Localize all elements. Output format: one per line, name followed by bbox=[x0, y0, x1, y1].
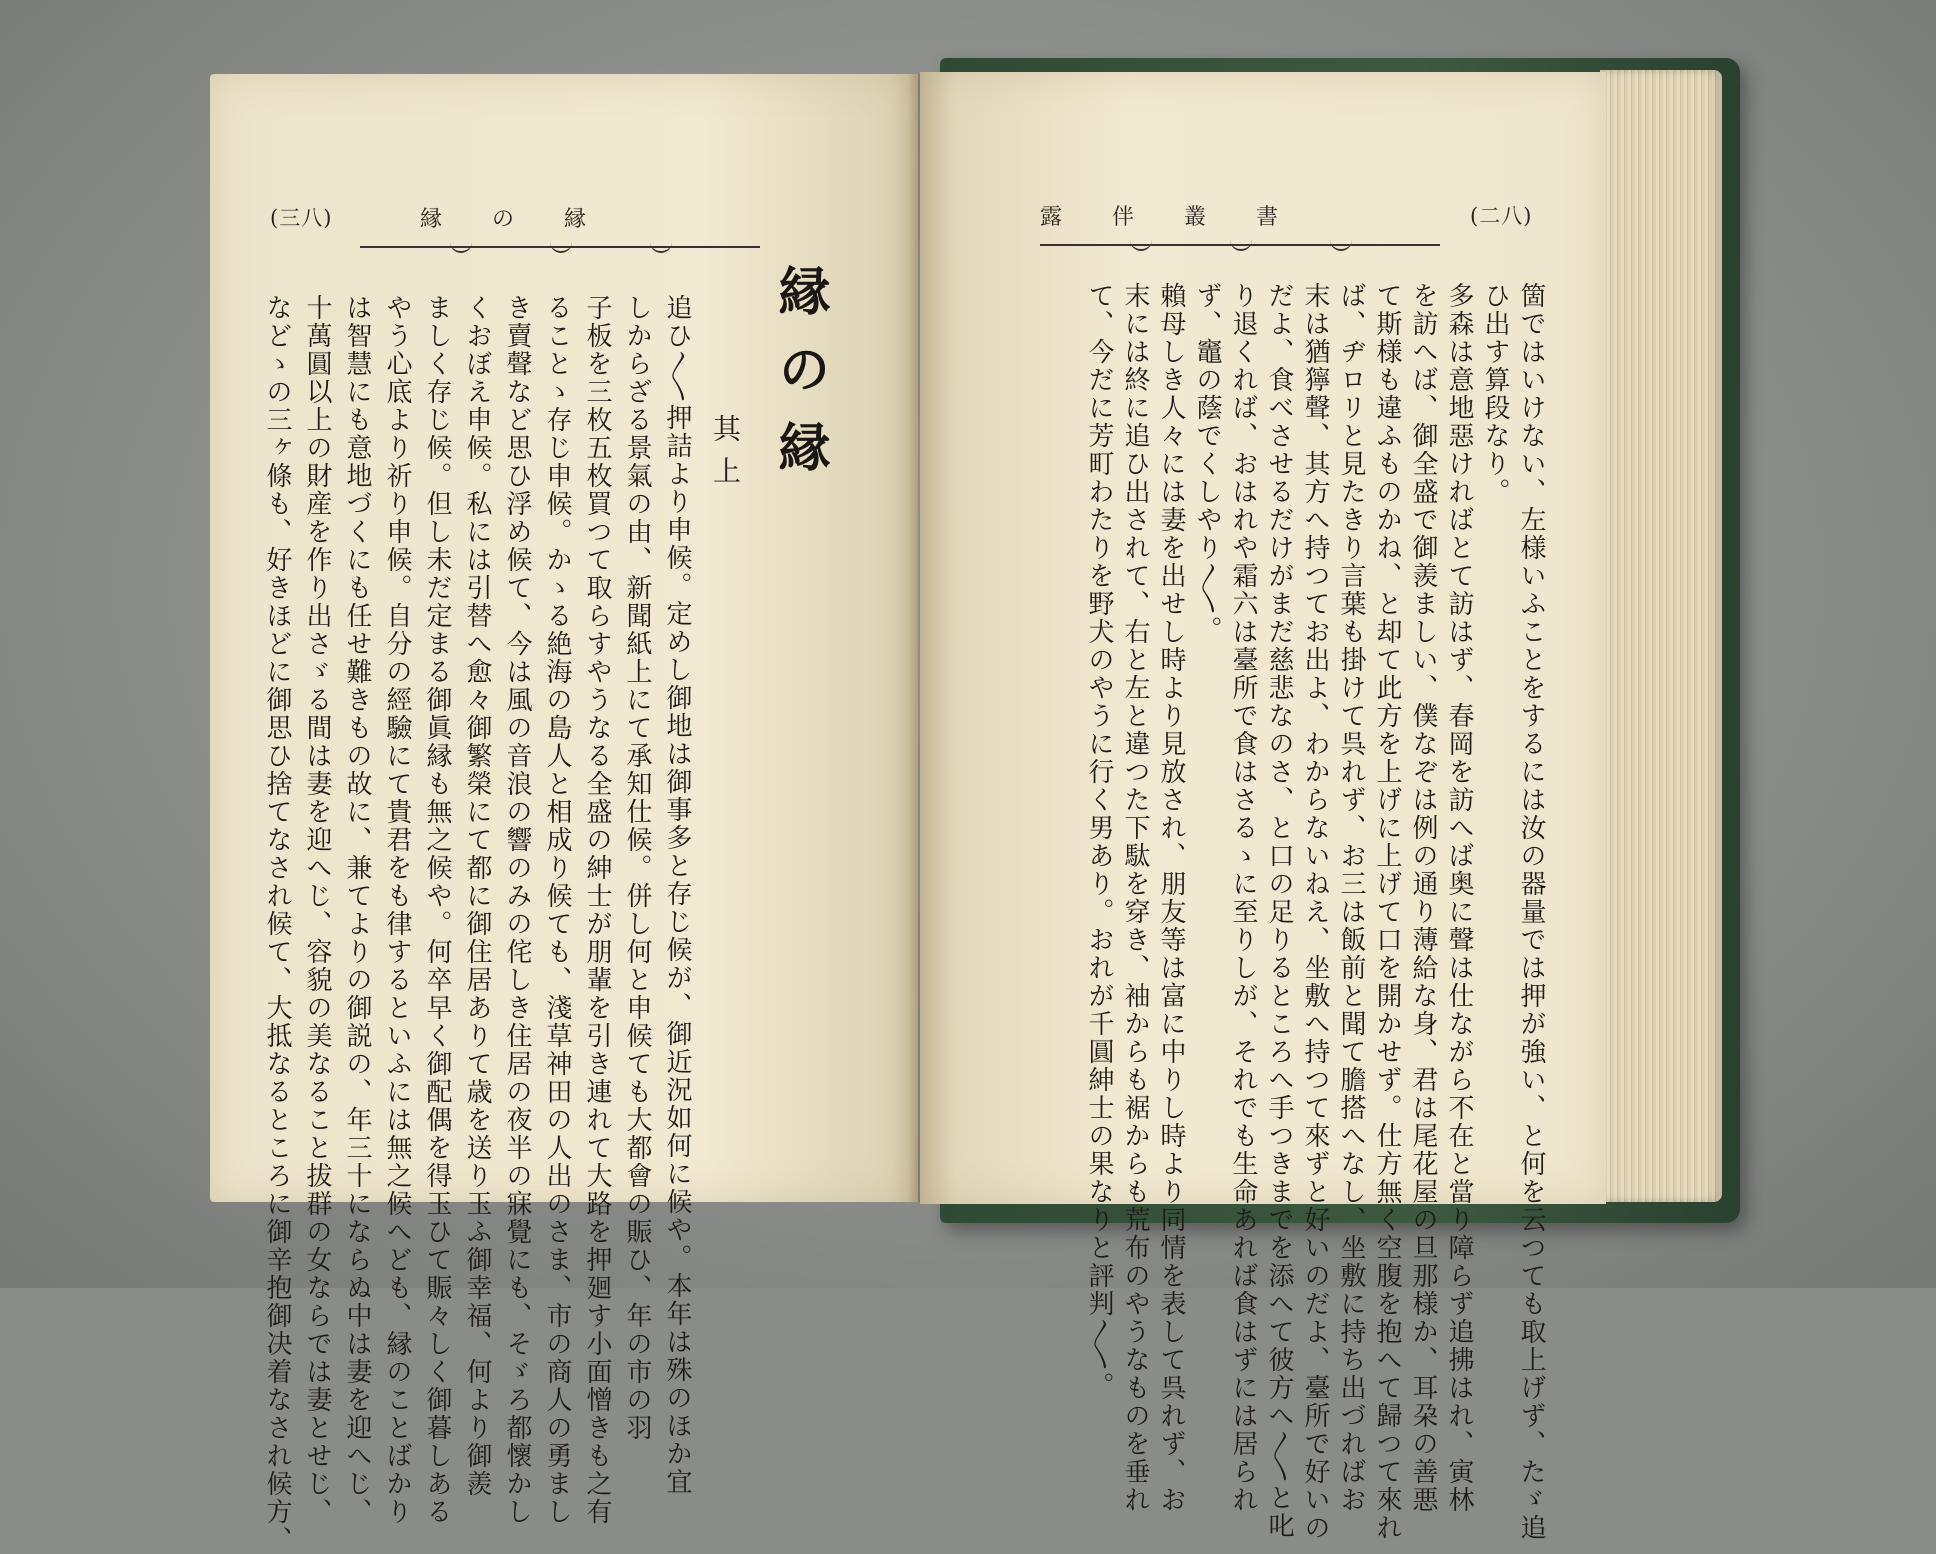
text-column: き賣聲など思ひ浮め候て、今は風の音浪の響のみの侘しき住居の夜半の寐覺にも、そゞろ都懷かし bbox=[502, 294, 532, 1526]
left-header-rule bbox=[360, 246, 760, 248]
text-column: 十萬圓以上の財産を作り出さゞる間は妻を迎へじ、容貌の美なること拔群の女ならでは妻とせじ、 bbox=[302, 294, 332, 1526]
left-page bbox=[210, 74, 918, 1554]
text-column: り退くれば、おはれや霜六は臺所で食はさるゝに至りしが、それでも生命あれば食はずには居られ bbox=[1228, 282, 1258, 1514]
text-column: 末は猶獰聲、其方へ持つてお出よ、わからないねえ、坐敷へ持つて來ずと好いのだよ、臺所で好いの bbox=[1300, 282, 1330, 1542]
text-column: しからざる景氣の由、新聞紙上にて承知仕候。併し何と申候ても大都會の賑ひ、年の市の羽 bbox=[622, 294, 652, 1442]
text-column: ることゝ存じ申候。かゝる絶海の島人と相成り候ても、淺草神田の人出のさま、市の商人の勇まし bbox=[542, 294, 572, 1526]
text-column: 追ひ〳〵押詰より申候。定めし御地は御事多と存じ候が、御近況如何に候や。本年は殊のほか宜 bbox=[662, 294, 692, 1496]
section-label: 其上 bbox=[709, 414, 742, 498]
text-column: 箇ではいけない、左様いふことをするには汝の器量では押が強い、と何を云つても取上げず、たゞ追 bbox=[1516, 282, 1546, 1542]
text-column: ば、ヂロリと見たきり言葉も掛けて呉れず、お三は飯前と聞て膽搭へなし、坐敷に持ち出づればお bbox=[1336, 282, 1366, 1514]
right-header-rule bbox=[1040, 244, 1440, 246]
text-column: やう心底より祈り申候。自分の經驗にて貴君をも律するといふには無之候へども、縁のことばかり bbox=[382, 294, 412, 1526]
chapter-title: 縁の縁 bbox=[769, 264, 830, 498]
text-column: 子板を三枚五枚買つて取らすやうなる全盛の紳士が朋輩を引き連れて大路を押廻す小面憎きも之有 bbox=[582, 294, 612, 1526]
right-running-title: 露 伴 叢 書 bbox=[1040, 205, 1281, 230]
text-column: ひ出す算段なり。 bbox=[1480, 282, 1510, 506]
text-column: は智慧にも意地づくにも任せ難きもの故に、兼てよりの御説の、年三十にならぬ中は妻を迎へじ、 bbox=[342, 294, 372, 1526]
text-column: ず、竈の蔭でくしやり〳〵。 bbox=[1192, 282, 1222, 644]
left-running-title: 縁 の 縁 bbox=[420, 207, 589, 232]
page-edges bbox=[1600, 70, 1722, 1202]
left-page-number: (三八) bbox=[270, 206, 333, 230]
right-page bbox=[920, 72, 1606, 1542]
right-page-number: (二八) bbox=[1470, 204, 1533, 228]
right-page-header bbox=[1040, 200, 1580, 240]
text-column: 多森は意地惡ければとて訪はず、春岡を訪へば奥に聲は仕ながら不在と當り障らず追拂はれ、寅林 bbox=[1444, 282, 1474, 1514]
text-column: くおぼえ申候。私には引替へ愈々御繁榮にて都に御住居ありて歳を送り玉ふ御幸福、何より御羨 bbox=[462, 294, 492, 1498]
left-page-header bbox=[270, 202, 870, 242]
text-column: を訪へば、御全盛で御羨ましい、僕なぞは例の通り薄給な身、君は尾花屋の旦那様か、耳朶の善悪 bbox=[1408, 282, 1438, 1514]
text-column: などゝの三ヶ條も、好きほどに御思ひ捨てなされ候て、大抵なるところに御辛抱御决着なされ候方、 bbox=[262, 294, 292, 1554]
text-column: ましく存じ候。但し未だ定まる御眞縁も無之候や。何卒早く御配偶を得玉ひて賑々しく御暮しある bbox=[422, 294, 452, 1526]
text-column: て斯様も違ふものかね、と却て此方を上げに上げて口を開かせず。仕方無く空腹を抱へて歸つて來れ bbox=[1372, 282, 1402, 1542]
text-column: だよ、食べさせるだけがまだ慈悲なのさ、と口の足りるところへ手つきまでを添へて彼方へ〳〵と叱 bbox=[1264, 282, 1294, 1540]
text-column: て、今だに芳町わたりを野犬のやうに行く男あり。おれが千圓紳士の果なりと評判〳〵。 bbox=[1084, 282, 1114, 1400]
text-column: 賴母しき人々には妻を出せし時より見放され、朋友等は富に中りし時より同情を表して呉れず、お bbox=[1156, 282, 1186, 1514]
text-column: 末には終に追ひ出されて、右と左と違つた下駄を穿き、袖からも裾からも荒布のやうなものを垂れ bbox=[1120, 282, 1150, 1514]
